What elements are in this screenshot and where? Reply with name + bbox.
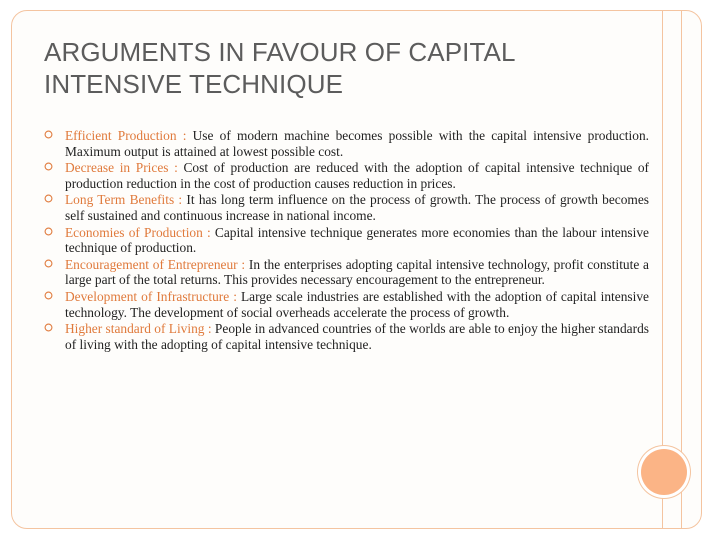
decorative-circle bbox=[641, 449, 687, 495]
item-heading: Long Term Benefits : bbox=[65, 192, 187, 208]
circle-outline-icon bbox=[44, 227, 53, 236]
argument-list bbox=[44, 128, 649, 353]
title-line-1: ARGUMENTS IN FAVOUR OF CAPITAL bbox=[44, 37, 516, 67]
list-item bbox=[44, 321, 649, 352]
item-text: In the enterprises adopting capital intensive technology, profit constitute a large part of the total returns. This provides necessary encouragement to the entrepreneur. bbox=[65, 256, 649, 288]
item-heading: Economies of Production : bbox=[65, 224, 215, 240]
item-text: It has long term influence on the process of growth. The process of growth becomes self sustained and continuous increase in national income. bbox=[65, 192, 650, 223]
circle-outline-icon bbox=[44, 162, 53, 171]
title-line-2: INTENSIVE TECHNIQUE bbox=[44, 69, 344, 99]
list-item bbox=[44, 160, 649, 191]
circle-outline-icon bbox=[44, 259, 53, 268]
circle-outline-icon bbox=[44, 323, 53, 332]
slide-title bbox=[44, 36, 644, 100]
circle-outline-icon bbox=[44, 291, 53, 300]
item-heading: Encouragement of Entrepreneur : bbox=[65, 256, 249, 272]
item-text: Capital intensive technique generates more economies than the labour intensive technique of production. bbox=[65, 224, 649, 256]
list-item bbox=[44, 257, 649, 288]
list-item bbox=[44, 225, 649, 256]
item-text: People in advanced countries of the worlds are able to enjoy the higher standards of living with the adopting of capital intensive technique. bbox=[65, 321, 649, 352]
item-text: Use of modern machine becomes possible with the capital intensive production. Maximum output is attained at lowest possible cost. bbox=[65, 128, 649, 159]
list-item bbox=[44, 192, 649, 223]
item-text: Large scale industries are established with the adoption of capital intensive technology. The development of social overheads accelerate the process of growth. bbox=[65, 288, 649, 320]
circle-outline-icon bbox=[44, 194, 53, 203]
item-text: Cost of production are reduced with the adoption of capital intensive technique of production reduction in the cost of production causes reduction in prices. bbox=[65, 160, 650, 191]
item-heading: Efficient Production : bbox=[65, 128, 193, 143]
list-item bbox=[44, 289, 649, 320]
item-heading: Development of Infrastructure : bbox=[65, 288, 241, 304]
item-heading: Decrease in Prices : bbox=[65, 160, 184, 176]
list-item bbox=[44, 128, 649, 159]
item-heading: Higher standard of Living : bbox=[65, 321, 215, 337]
circle-outline-icon bbox=[44, 130, 53, 139]
